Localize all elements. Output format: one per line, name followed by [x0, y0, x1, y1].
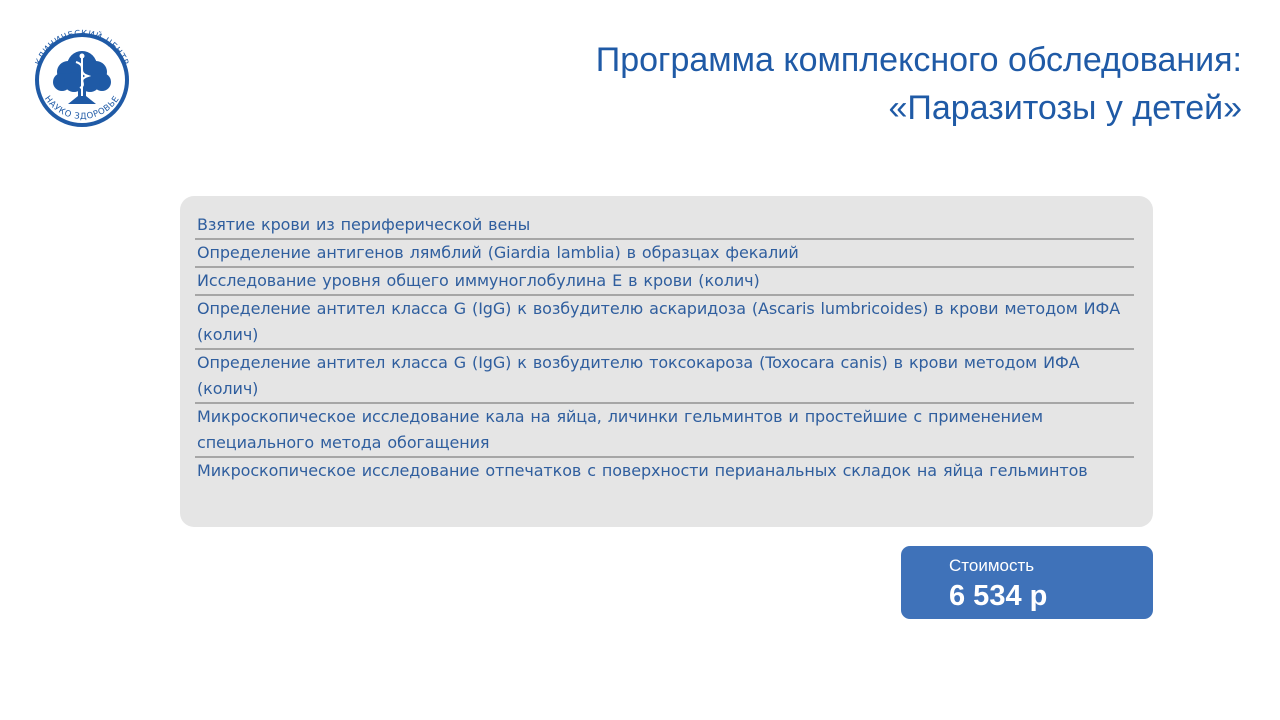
- svg-text:НАУКО ЗДОРОВЬЕ: НАУКО ЗДОРОВЬЕ: [42, 94, 122, 122]
- price-label: Стоимость: [949, 556, 1035, 575]
- services-panel: [180, 196, 1153, 527]
- price-value: 6 534 р: [949, 580, 1048, 612]
- list-item: Исследование уровня общего иммуноглобулина E в крови (колич): [195, 268, 1134, 296]
- list-item: Определение антител класса G (IgG) к возбудителю аскаридоза (Ascaris lumbricoides) в крови методом ИФА (колич): [195, 296, 1134, 350]
- tree-with-caduceus-logo-icon: [24, 22, 140, 138]
- svg-text:КЛИНИЧЕСКИЙ ЦЕНТР: КЛИНИЧЕСКИЙ ЦЕНТР: [33, 28, 131, 67]
- list-item: Определение антигенов лямблий (Giardia lamblia) в образцах фекалий: [195, 240, 1134, 268]
- list-item: Микроскопическое исследование кала на яйца, личинки гельминтов и простейшие с применением специального метода обогащения: [195, 404, 1134, 458]
- price-box: [901, 546, 1153, 619]
- services-list: [195, 212, 1134, 484]
- list-item: Определение антител класса G (IgG) к возбудителю токсокароза (Toxocara canis) в крови методом ИФА (колич): [195, 350, 1134, 404]
- list-item: Взятие крови из периферической вены: [195, 212, 1134, 240]
- list-item: Микроскопическое исследование отпечатков с поверхности перианальных складок на яйца гельминтов: [197, 461, 1088, 480]
- page-title: [482, 36, 1242, 132]
- clinic-logo: [24, 22, 140, 138]
- title-line-2: «Паразитозы у детей»: [888, 89, 1242, 127]
- title-line-1: Программа комплексного обследования:: [595, 41, 1242, 79]
